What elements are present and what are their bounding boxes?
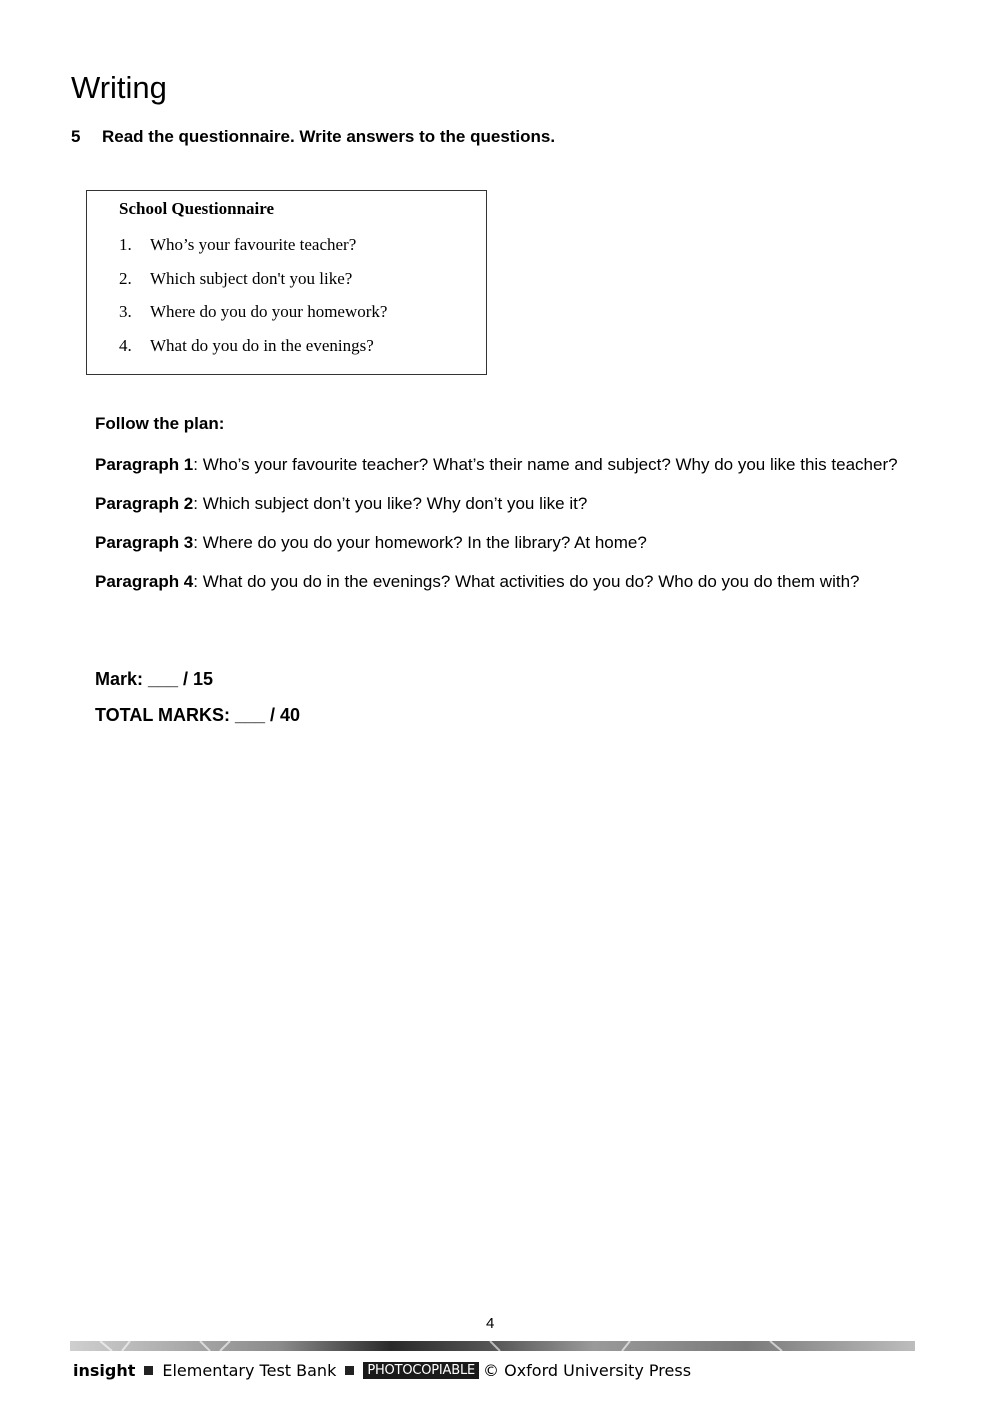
question-text: Who’s your favourite teacher? [150, 235, 357, 254]
plan-paragraph-3 [95, 527, 915, 558]
section-title: Writing [71, 70, 167, 105]
paragraph-text: : What do you do in the evenings? What activities do you do? Who do you do them with? [193, 572, 860, 591]
plan-paragraph-4 [95, 566, 915, 597]
plan-paragraph-2 [95, 488, 915, 519]
paragraph-text: : Where do you do your homework? In the library? At home? [193, 533, 647, 552]
writing-plan [95, 413, 915, 605]
question-text: What do you do in the evenings? [150, 335, 374, 355]
square-bullet-icon [345, 1366, 354, 1375]
task-number: 5 [71, 127, 81, 146]
paragraph-text: : Who’s your favourite teacher? What’s their name and subject? Why do you like this teacher? [193, 455, 898, 474]
paragraph-label: Paragraph 2 [95, 494, 194, 513]
list-item [119, 234, 387, 268]
photocopiable-badge: PHOTOCOPIABLE [363, 1362, 479, 1379]
questionnaire-title: School Questionnaire [119, 199, 275, 218]
publisher-credit: © Oxford University Press [483, 1361, 692, 1380]
question-text: Where do you do your homework? [150, 302, 388, 322]
questionnaire-box [86, 190, 487, 375]
paragraph-text: : Which subject don’t you like? Why don’t you like it? [193, 494, 588, 513]
plan-heading: Follow the plan: [95, 414, 225, 433]
task-instruction [71, 127, 555, 147]
question-number: 4. [119, 335, 132, 355]
list-item [119, 268, 387, 302]
question-text: Which subject don't you like? [150, 268, 353, 288]
book-title: Elementary Test Bank [162, 1361, 337, 1380]
question-number: 1. [119, 235, 132, 254]
footer [73, 1361, 691, 1380]
task-instruction-text: Read the questionnaire. Write answers to the questions. [102, 127, 556, 146]
question-number: 3. [119, 302, 132, 322]
paragraph-label: Paragraph 3 [95, 533, 194, 552]
plan-paragraph-1 [95, 449, 915, 480]
footer-decorative-band [70, 1341, 915, 1351]
question-number: 2. [119, 268, 132, 288]
list-item [119, 301, 387, 335]
paragraph-label: Paragraph 4 [95, 572, 194, 591]
paragraph-label: Paragraph 1 [95, 455, 194, 474]
section-mark: Mark: ___ / 15 [95, 669, 214, 689]
page-number: 4 [486, 1315, 495, 1332]
brand-logo-text: insight [73, 1361, 136, 1380]
questionnaire-list [119, 234, 387, 368]
square-bullet-icon [144, 1366, 153, 1375]
list-item [119, 335, 387, 369]
total-marks: TOTAL MARKS: ___ / 40 [95, 705, 301, 725]
